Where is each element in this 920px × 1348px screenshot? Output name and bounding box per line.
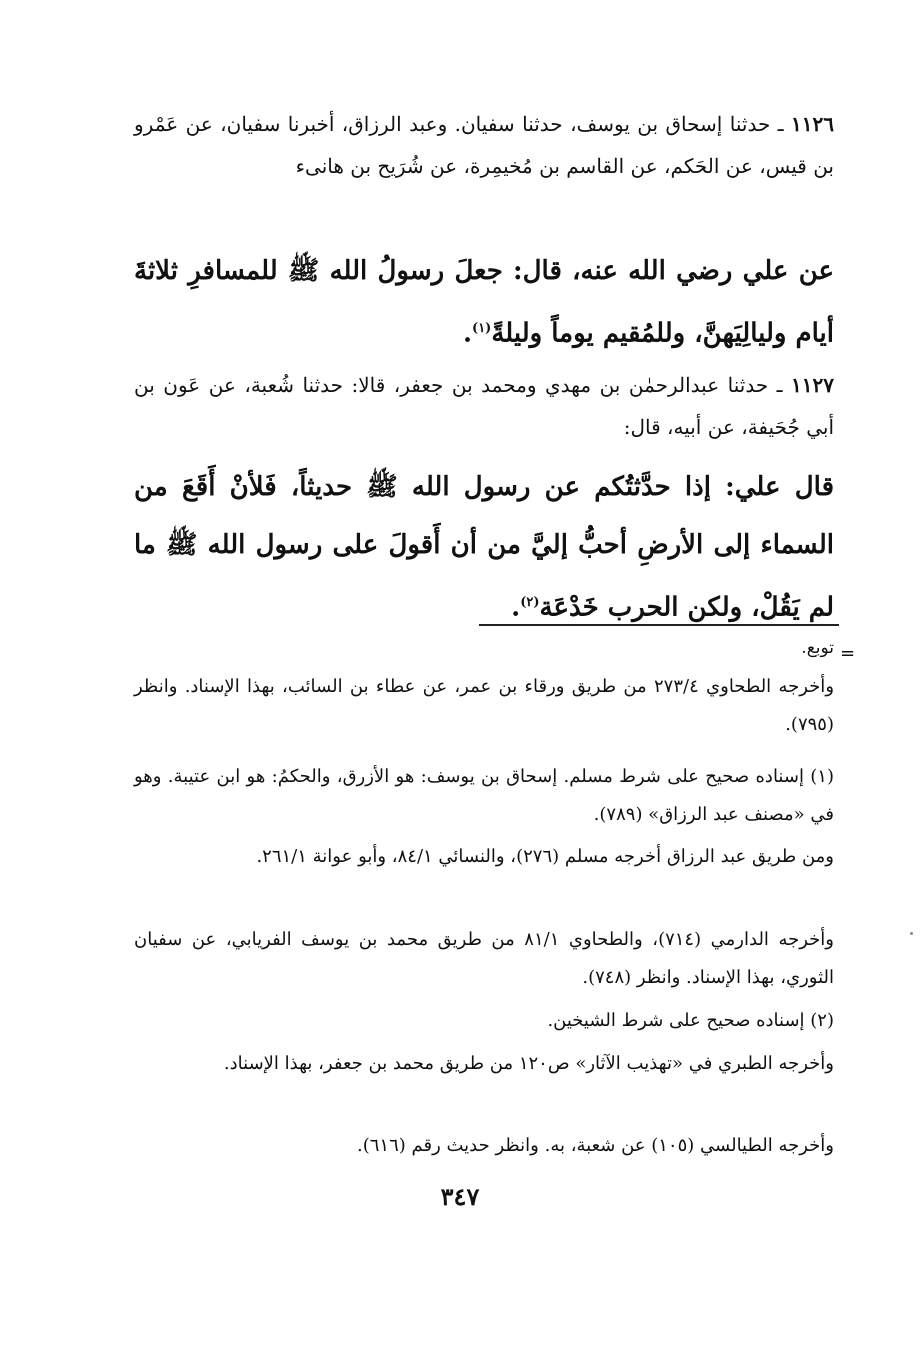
footnote-ref: (١) <box>472 321 492 336</box>
footnote-line: ومن طريق عبد الرزاق أخرجه مسلم (٢٧٦)، والنسائي ٨٤/١، وأبو عوانة ٢٦١/١. <box>256 846 834 867</box>
hadith-1126-isnad <box>134 103 834 187</box>
hadith-1127-isnad <box>134 364 834 448</box>
footnote-line: توبع. <box>801 638 834 658</box>
matn-text: عن علي رضي الله عنه، قال: جعلَ رسولُ الله ﷺ للمسافرِ ثلاثةَ أيام وليالِيَهنَّ، وللمُقيم يوماً وليلةً <box>134 256 834 349</box>
continuation-mark: = <box>840 643 856 664</box>
scan-speck <box>910 932 913 935</box>
hadith-number: ١١٢٦ <box>791 112 834 136</box>
isnad-text: ـ حدثنا إسحاق بن يوسف، حدثنا سفيان. وعبد الرزاق، أخبرنا سفيان، عن عَمْرو بن قيس، عن الحَكم، عن القاسم بن مُخيمِرة، عن شُرَيح بن هانىء <box>134 112 834 178</box>
footnote-2: (٢) إسناده صحيح على شرط الشيخين. <box>547 1010 834 1031</box>
footnote-separator <box>479 624 839 626</box>
matn-text: قال علي: إذا حدَّثتُكم عن رسول الله ﷺ حديثاً، فَلأنْ أَقَعَ من السماء إلى الأرضِ أحبُّ إليَّ من أن أَقولَ على رسول الله ﷺ ما لم يَقُلْ، ولكن الحرب خَدْعَة <box>134 472 834 623</box>
hadith-1127-matn <box>134 458 834 637</box>
page-number: ٣٤٧ <box>440 1182 480 1211</box>
footnote-line: وأخرجه الطبري في «تهذيب الآثار» ص١٢٠ من طريق محمد بن جعفر، بهذا الإسناد. <box>223 1053 834 1074</box>
hadith-1126-matn <box>134 242 834 363</box>
footnote-1: (١) إسناده صحيح على شرط مسلم. إسحاق بن يوسف: هو الأزرق، والحكمُ: هو ابن عتيبة. وهو في «مصنف عبد الرزاق» (٧٨٩). <box>134 766 834 825</box>
hadith-number: ١١٢٧ <box>791 373 834 397</box>
footnote-line: وأخرجه الدارمي (٧١٤)، والطحاوي ٨١/١ من طريق محمد بن يوسف الفريابي، عن سفيان الثوري، بهذا الإسناد. وانظر (٧٤٨). <box>134 929 834 988</box>
isnad-text: ـ حدثنا عبدالرحمٰن بن مهدي ومحمد بن جعفر، قالا: حدثنا شُعبة، عن عَون بن أبي جُحَيفة، عن أبيه، قال: <box>134 373 834 439</box>
footnote-ref: (٢) <box>520 595 540 610</box>
matn-end: . <box>511 592 521 623</box>
footnote-line: وأخرجه الطحاوي ٢٧٣/٤ من طريق ورقاء بن عمر، عن عطاء بن السائب، بهذا الإسناد. وانظر (٧٩٥). <box>134 676 835 735</box>
footnote-line: وأخرجه الطيالسي (١٠٥) عن شعبة، به. وانظر حديث رقم (٦١٦). <box>356 1135 834 1156</box>
matn-end: . <box>462 318 473 349</box>
